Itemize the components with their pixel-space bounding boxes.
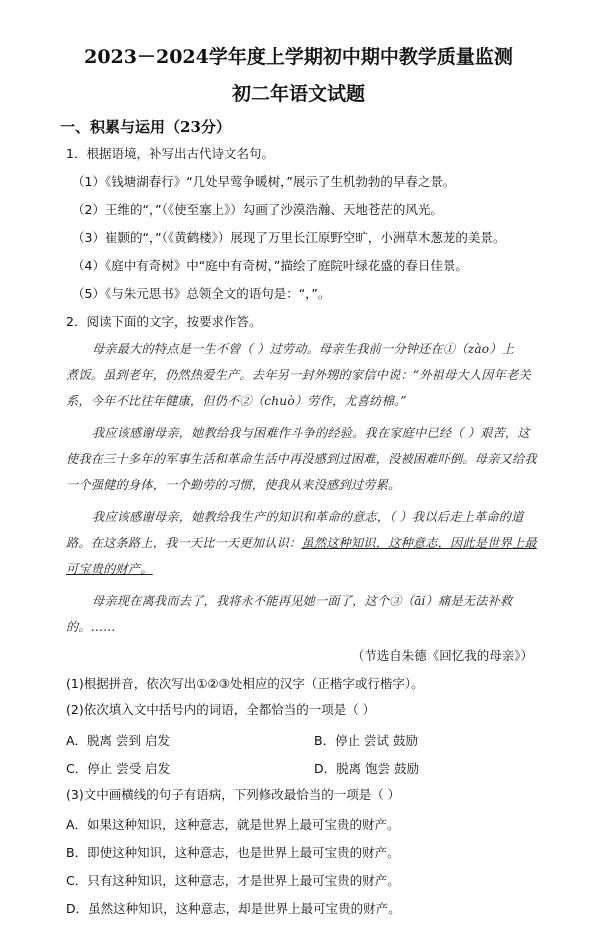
subquestion-1: (1)根据拼音，依次写出①②③处相应的汉字（正楷字或行楷字）。 (66, 676, 424, 691)
subquestion-2: (2)依次填入文中括号内的词语，全都恰当的一项是（ ） (66, 702, 376, 717)
passage-text: 路。在这条路上，我一天比一天更加认识： (66, 536, 302, 550)
option-a: A．脱离 尝到 启发 (66, 733, 170, 748)
passage-line: 煮饭。虽到老年，仍然热爱生产。去年另一封外甥的家信中说：“外祖母大人因年老关 (66, 368, 531, 382)
passage-line: 我应该感谢母亲，她教给我生产的知识和革命的意志，（ ）我以后走上革命的道 (92, 510, 524, 524)
passage-line: 一个强健的身体，一个勤劳的习惯，使我从来没感到过劳累。 (66, 478, 401, 492)
question-1-item: （4）《庭中有奇树》中“庭中有奇树，”描绘了庭院叶绿花盛的春日佳景。 (72, 258, 468, 273)
passage-line: 的。…… (66, 620, 116, 634)
question-1-item: （1）《钱塘湖春行》“几处早莺争暖树，”展示了生机勃勃的早春之景。 (72, 174, 456, 189)
question-1-item: （5）《与朱元思书》总领全文的语句是：“，”。 (72, 286, 331, 301)
passage-line (66, 534, 537, 551)
passage-line: 系，今年不比往年健康，但仍不②（chuò）劳作，尤喜纺棉。” (66, 394, 407, 408)
question-2-stem: 2．阅读下面的文字，按要求作答。 (66, 314, 262, 329)
question-1-stem: 1．根据语境，补写出古代诗文名句。 (66, 146, 274, 161)
underlined-sentence: 虽然这种知识，这种意志，因此是世界上最 (301, 536, 537, 550)
underlined-sentence: 可宝贵的财产。 (66, 562, 153, 576)
option-a: A．如果这种知识，这种意志，就是世界上最可宝贵的财产。 (66, 817, 400, 832)
question-1-item: （2）王维的“，”（《使至塞上》）勾画了沙漠浩瀚、天地苍茫的风光。 (72, 202, 443, 217)
exam-title: 2023－2024学年度上学期初中期中教学质量监测 (84, 46, 513, 68)
passage-line: 我应该感谢母亲，她教给我与困难作斗争的经验。我在家庭中已经（ ）艰苦，这 (92, 426, 530, 440)
option-d: D．虽然这种知识，这种意志，却是世界上最可宝贵的财产。 (66, 901, 401, 916)
option-c: C．只有这种知识，这种意志，才是世界上最可宝贵的财产。 (66, 873, 400, 888)
section-heading: 一、积累与运用（23分） (60, 118, 231, 136)
question-1-item: （3）崔颢的“，”（《黄鹤楼》）展现了万里长江原野空旷，小洲草木葱茏的美景。 (72, 230, 506, 245)
option-b: B．即使这种知识，这种意志，也是世界上最可宝贵的财产。 (66, 845, 400, 860)
option-b: B．停止 尝试 鼓励 (314, 733, 419, 748)
passage-line: 使我在三十多年的军事生活和革命生活中再没感到过困难，没被困难吓倒。母亲又给我 (66, 452, 537, 466)
passage-source: （节选自朱德《回忆我的母亲》） (351, 648, 533, 663)
option-d: D．脱离 饱尝 鼓励 (314, 761, 420, 776)
subquestion-3: (3)文中画横线的句子有语病，下列修改最恰当的一项是（ ） (66, 787, 401, 802)
passage-line: 母亲现在离我而去了，我将永不能再见她一面了，这个③（āi）痛是无法补救 (92, 594, 513, 608)
option-c: C．停止 尝受 启发 (66, 761, 171, 776)
exam-subtitle: 初二年语文试题 (231, 83, 365, 105)
passage-line: 母亲最大的特点是一生不曾（ ）过劳动。母亲生我前一分钟还在①（zào）上 (92, 342, 515, 356)
